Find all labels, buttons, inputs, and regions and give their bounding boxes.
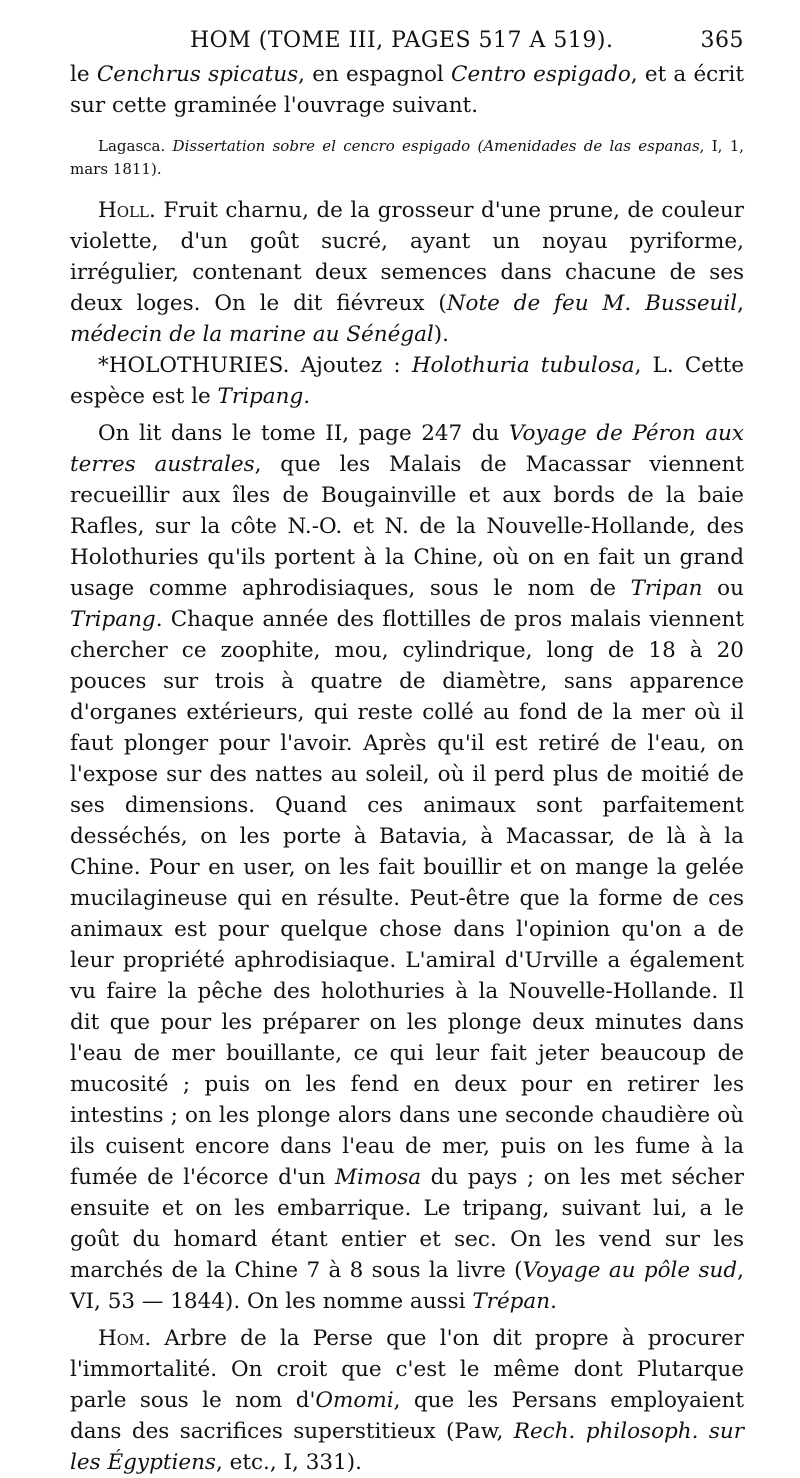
entry-holl [70,195,744,350]
text-run: ). [433,322,450,347]
italic-run: Note de feu M. Busseuil [446,291,738,316]
text-run: On lit dans le tome II, page 247 du [98,421,509,446]
running-title: HOM (TOME III, PAGES 517 A 519). [190,28,614,53]
text-run: , et a écrit sur cette graminée l'ouvrage suivant. [70,62,745,118]
note-author: Lagasca. [98,137,166,155]
text-run: Fruit charnu, de la grosseur d'une prune, de couleur violette, d'un goût sucré, ayant un noyau pyriforme, irrégulier, contenant deux semences dans chacune de ses deux loges. On le dit fiévreux ( [70,198,744,316]
entry-holothuries [70,350,744,412]
text-run: , L. Cette espèce est le [70,353,744,409]
text-run: , [737,291,744,316]
note-title: Dissertation sobre el cencro espigado (Amenidades de las espanas [165,137,700,155]
italic-run: Rech. philosoph. sur les Égyptiens [70,1419,744,1475]
text-run: ou [702,576,744,601]
paragraph-tripang [70,418,744,1317]
entry-headword: *HOLOTHURIES. [98,353,290,378]
text-run: , en espagnol [298,62,451,87]
italic-run: médecin de la marine au Sénégal [70,322,434,347]
note-rest: , I, 1, mars 1811). [70,137,745,178]
italic-run: Holothuria tubulosa [411,353,635,378]
text-run: . [550,1289,557,1314]
text-run: , que les Malais de Macassar viennent recueillir aux îles de Bougainville et aux bords de la baie Rafles, sur la côte N.-O. et N. de la Nouvelle-Hollande, des Holothuries qu'ils portent à la Chine, où on en fait un grand usage comme aphrodisiaques, sous le nom de [70,452,745,601]
paragraph-cenchrus [70,59,744,121]
text-run: , etc., I, 331). [215,1450,362,1475]
text-run: Arbre de la Perse que l'on dit propre à procurer l'immortalité. On croit que c'est le même dont Plutarque parle sous le nom d' [70,1326,744,1413]
running-header [70,28,744,53]
italic-run: Centro espigado [451,62,631,87]
italic-run: Mimosa [335,1165,422,1190]
page-number: 365 [700,28,744,53]
text-run: , VI, 53 — 1844). On les nomme aussi [70,1258,744,1314]
italic-run: Tripan [630,576,703,601]
italic-run: Voyage au pôle sud [522,1258,738,1283]
entry-headword: Holl. [98,198,156,223]
entry-hom [70,1323,744,1478]
italic-run: Voyage de Péron aux terres australes [70,421,744,477]
text-run: le [70,62,97,87]
italic-run: Trépan [472,1289,551,1314]
entry-headword: Hom. [98,1326,152,1351]
text-run: . [303,384,311,409]
italic-run: Tripang [70,607,156,632]
bibliographic-note [70,135,744,181]
text-run: Ajoutez : [289,353,412,378]
italic-run: Cenchrus spicatus [96,62,299,87]
italic-run: Omomi [315,1388,394,1413]
text-run: du pays ; on les met sécher ensuite et on les embarrique. Le tripang, suivant lui, a le goût du homard étant entier et sec. On les vend sur les marchés de la Chine 7 à 8 sous la livre ( [70,1165,744,1283]
italic-run: Tripang [217,384,304,409]
text-run: , que les Persans employaient dans des sacrifices superstitieux (Paw, [70,1388,744,1444]
text-run: . Chaque année des flottilles de pros malais viennent chercher ce zoophite, mou, cylindrique, long de 18 à 20 pouces sur trois à quatre de diamètre, sans apparence d'organes extérieurs, qui reste collé au fond de la mer où il faut plonger pour l'avoir. Après qu'il est retiré de l'eau, on l'expose sur des nattes au soleil, où il perd plus de moitié de ses dimensions. Quand ces animaux sont parfaitement desséchés, on les porte à Batavia, à Macassar, de là à la Chine. Pour en user, on les fait bouillir et on mange la gelée mucilagineuse qui en résulte. Peut-être que la forme de ces animaux est pour quelque chose dans l'opinion qu'on a de leur propriété aphrodisiaque. L'amiral d'Urville a également vu faire la pêche des holothuries à la Nouvelle-Hollande. Il dit que pour les préparer on les plonge deux minutes dans l'eau de mer bouillante, ce qui leur fait jeter beaucoup de mucosité ; puis on les fend en deux pour en retirer les intestins ; on les plonge alors dans une seconde chaudière où ils cuisent encore dans l'eau de mer, puis on les fume à la fumée de l'écorce d'un [70,607,744,1190]
